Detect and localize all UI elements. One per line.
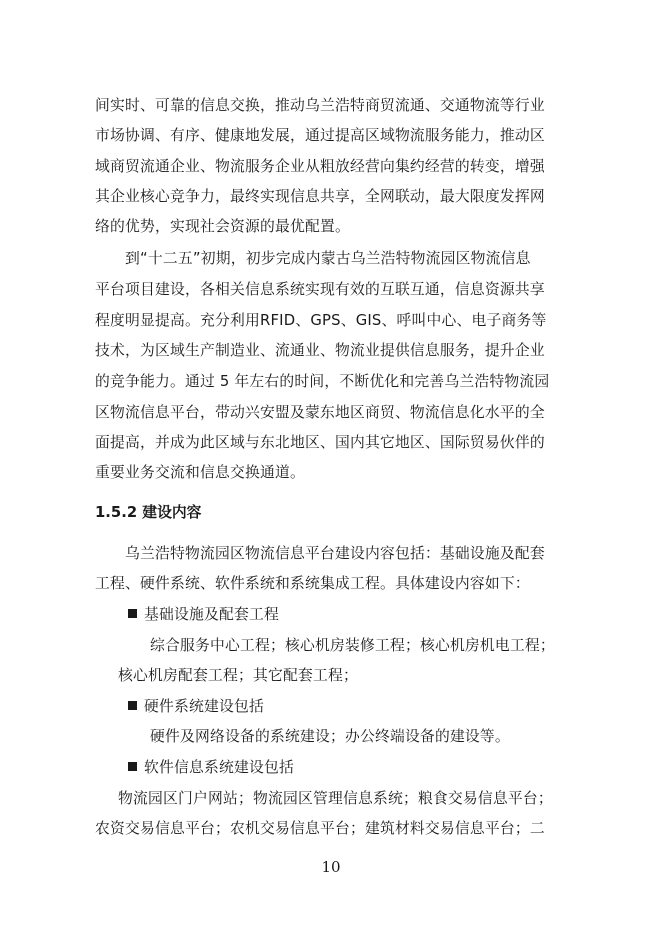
paragraph-line: 域商贸流通企业、物流服务企业从粗放经营向集约经营的转变，增强 [95, 158, 545, 175]
bullet-item [128, 605, 279, 625]
bullet-body-line: 物流园区门户网站；物流园区管理信息系统；粮食交易信息平台； [118, 790, 553, 807]
section-heading: 1.5.2 建设内容 [95, 504, 202, 521]
paragraph-line: 到“十二五”初期，初步完成内蒙古乌兰浩特物流园区物流信息 [125, 250, 531, 267]
paragraph-line: 乌兰浩特物流园区物流信息平台建设内容包括：基础设施及配套 [125, 545, 545, 562]
paragraph-line: 程度明显提高。充分利用RFID、GPS、GIS、呼叫中心、电子商务等 [95, 312, 547, 329]
bullet-item [128, 697, 264, 717]
paragraph-line: 面提高，并成为此区域与东北地区、国内其它地区、国际贸易伙伴的 [95, 434, 545, 451]
bullet-body-line: 硬件及网络设备的系统建设；办公终端设备的建设等。 [150, 728, 510, 745]
paragraph-line: 络的优势，实现社会资源的最优配置。 [95, 218, 350, 235]
paragraph-line: 重要业务交流和信息交换通道。 [95, 464, 305, 481]
bullet-title: 硬件系统建设包括 [144, 698, 264, 715]
square-bullet-icon [128, 762, 137, 771]
paragraph-line: 间实时、可靠的信息交换，推动乌兰浩特商贸流通、交通物流等行业 [95, 97, 545, 114]
bullet-body-line: 综合服务中心工程；核心机房装修工程；核心机房机电工程； [150, 637, 555, 654]
bullet-title: 软件信息系统建设包括 [144, 759, 294, 776]
bullet-body-line: 农资交易信息平台；农机交易信息平台；建筑材料交易信息平台；二 [95, 820, 545, 837]
bullet-item [128, 758, 294, 778]
paragraph-line: 技术，为区域生产制造业、流通业、物流业提供信息服务，提升企业 [95, 342, 545, 359]
paragraph-line: 区物流信息平台，带动兴安盟及蒙东地区商贸、物流信息化水平的全 [95, 404, 545, 421]
paragraph-line: 工程、硬件系统、软件系统和系统集成工程。具体建设内容如下： [95, 575, 530, 592]
bullet-title: 基础设施及配套工程 [144, 606, 279, 623]
square-bullet-icon [128, 609, 137, 618]
page-number: 10 [321, 858, 341, 876]
paragraph-line: 其企业核心竞争力，最终实现信息共享，全网联动，最大限度发挥网 [95, 188, 545, 205]
paragraph-line: 的竞争能力。通过 5 年左右的时间，不断优化和完善乌兰浩特物流园 [95, 373, 550, 390]
paragraph-line: 平台项目建设，各相关信息系统实现有效的互联互通，信息资源共享 [95, 281, 545, 298]
square-bullet-icon [128, 701, 137, 710]
bullet-body-line: 核心机房配套工程；其它配套工程； [118, 667, 358, 684]
paragraph-line: 市场协调、有序、健康地发展，通过提高区域物流服务能力，推动区 [95, 127, 545, 144]
